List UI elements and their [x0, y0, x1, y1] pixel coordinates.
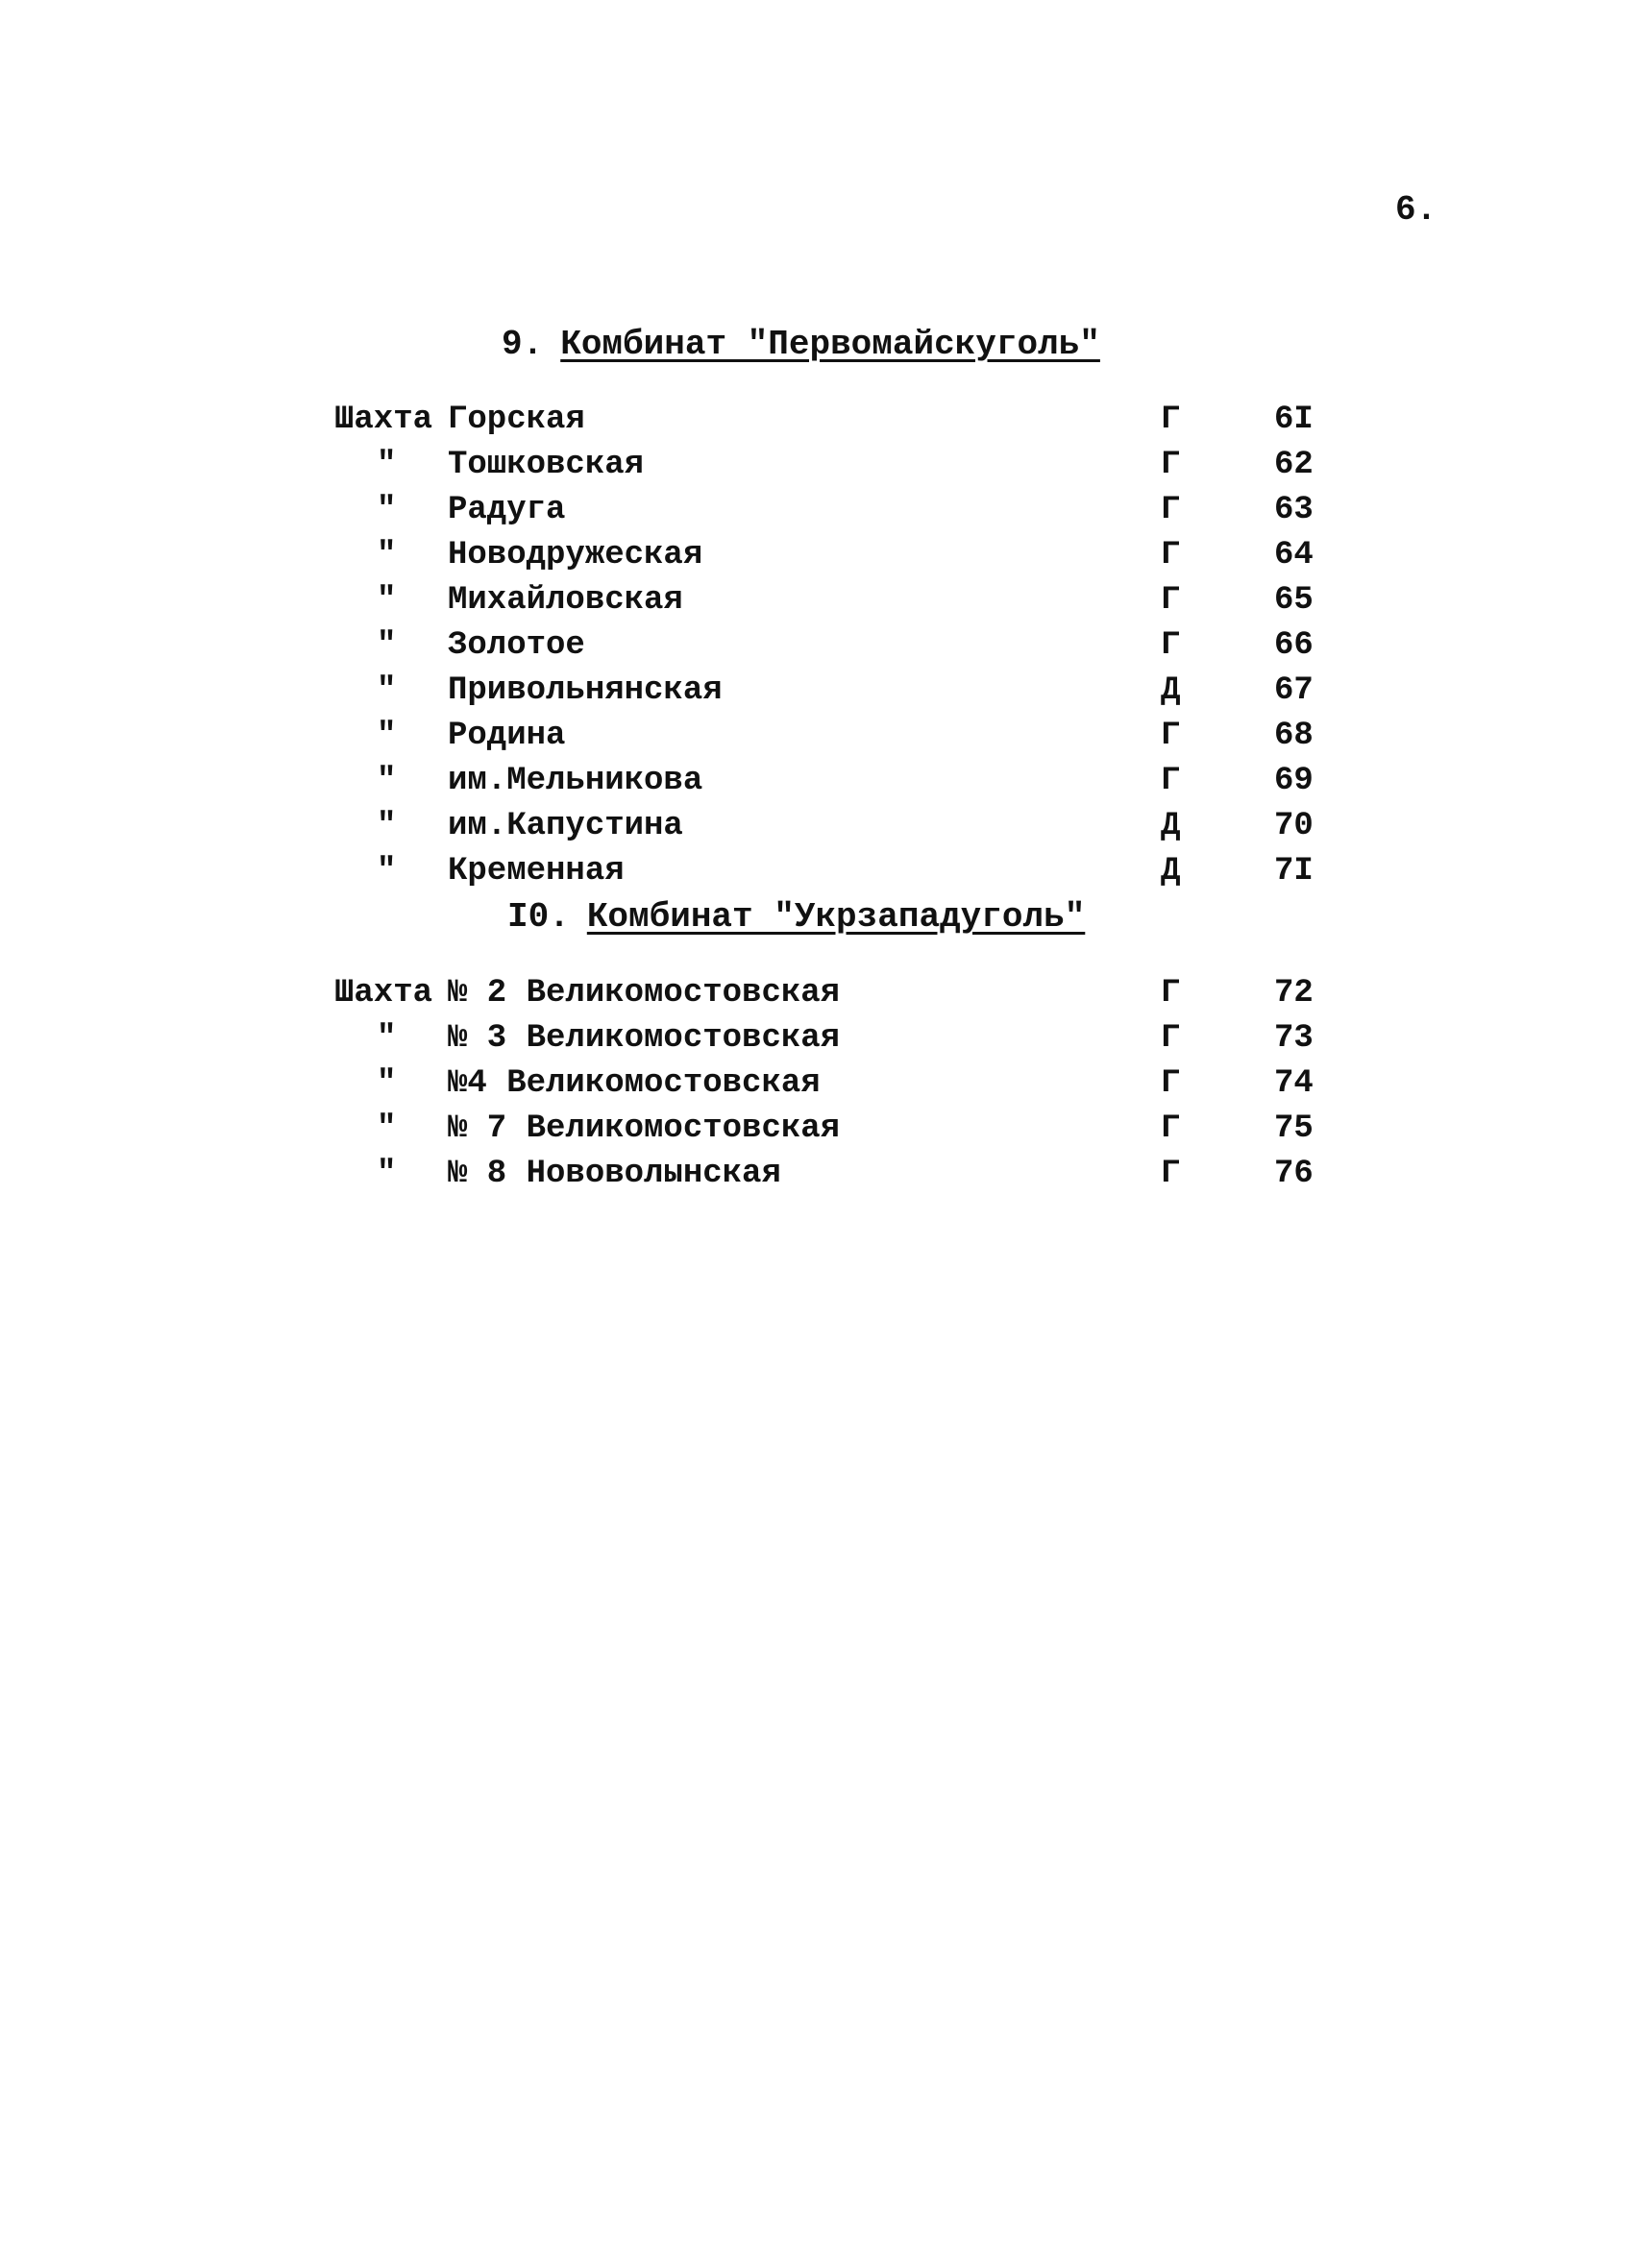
mine-name: № 7 Великомостовская [448, 1110, 841, 1147]
coal-grade: Г [1161, 1156, 1181, 1192]
page-number: 6. [1395, 190, 1437, 230]
section-title-9 [502, 325, 1100, 364]
mine-name: им.Капустина [448, 808, 683, 844]
mine-name: Родина [448, 718, 566, 754]
mine-name: им.Мельникова [448, 763, 703, 799]
row-lead: Шахта [334, 402, 433, 438]
mine-name: № 3 Великомостовская [448, 1020, 841, 1057]
ditto-mark: " [377, 582, 397, 619]
coal-grade: Г [1161, 447, 1181, 483]
coal-grade: Д [1161, 672, 1181, 709]
ditto-mark: " [377, 853, 397, 890]
section-number: 9. [502, 325, 544, 364]
ditto-mark: " [377, 492, 397, 528]
mine-code: 74 [1274, 1065, 1314, 1102]
ditto-mark: " [377, 1156, 397, 1192]
coal-grade: Г [1161, 402, 1181, 438]
section-name: Комбинат "Укрзападуголь" [586, 897, 1086, 937]
mine-name: Золотое [448, 627, 585, 664]
ditto-mark: " [377, 1110, 397, 1147]
mine-name: № 2 Великомостовская [448, 975, 841, 1012]
coal-grade: Г [1161, 1065, 1181, 1102]
ditto-mark: " [377, 1020, 397, 1057]
coal-grade: Г [1161, 537, 1181, 573]
mine-code: 75 [1274, 1110, 1314, 1147]
ditto-mark: " [377, 537, 397, 573]
mine-code: 72 [1274, 975, 1314, 1012]
coal-grade: Г [1161, 763, 1181, 799]
mine-code: 65 [1274, 582, 1314, 619]
mine-code: 68 [1274, 718, 1314, 754]
coal-grade: Д [1161, 853, 1181, 890]
coal-grade: Д [1161, 808, 1181, 844]
mine-code: 62 [1274, 447, 1314, 483]
mine-code: 63 [1274, 492, 1314, 528]
mine-code: 67 [1274, 672, 1314, 709]
mine-code: 69 [1274, 763, 1314, 799]
mine-code: 76 [1274, 1156, 1314, 1192]
mine-name: Радуга [448, 492, 566, 528]
coal-grade: Г [1161, 1020, 1181, 1057]
mine-name: Михайловская [448, 582, 683, 619]
section-title-10 [507, 897, 1085, 937]
mine-name: Горская [448, 402, 585, 438]
coal-grade: Г [1161, 627, 1181, 664]
mine-name: Новодружеская [448, 537, 703, 573]
coal-grade: Г [1161, 1110, 1181, 1147]
ditto-mark: " [377, 447, 397, 483]
ditto-mark: " [377, 718, 397, 754]
section-name: Комбинат "Первомайскуголь" [560, 325, 1100, 364]
coal-grade: Г [1161, 975, 1181, 1012]
mine-name: Кременная [448, 853, 625, 890]
ditto-mark: " [377, 627, 397, 664]
mine-name: № 8 Нововолынская [448, 1156, 781, 1192]
coal-grade: Г [1161, 492, 1181, 528]
section-number: I0. [507, 897, 570, 937]
mine-code: 70 [1274, 808, 1314, 844]
coal-grade: Г [1161, 718, 1181, 754]
coal-grade: Г [1161, 582, 1181, 619]
mine-name: №4 Великомостовская [448, 1065, 821, 1102]
mine-name: Тошковская [448, 447, 645, 483]
mine-name: Привольнянская [448, 672, 723, 709]
ditto-mark: " [377, 763, 397, 799]
ditto-mark: " [377, 672, 397, 709]
mine-code: 7I [1274, 853, 1314, 890]
mine-code: 73 [1274, 1020, 1314, 1057]
mine-code: 66 [1274, 627, 1314, 664]
ditto-mark: " [377, 808, 397, 844]
row-lead: Шахта [334, 975, 433, 1012]
mine-code: 64 [1274, 537, 1314, 573]
ditto-mark: " [377, 1065, 397, 1102]
mine-code: 6I [1274, 402, 1314, 438]
